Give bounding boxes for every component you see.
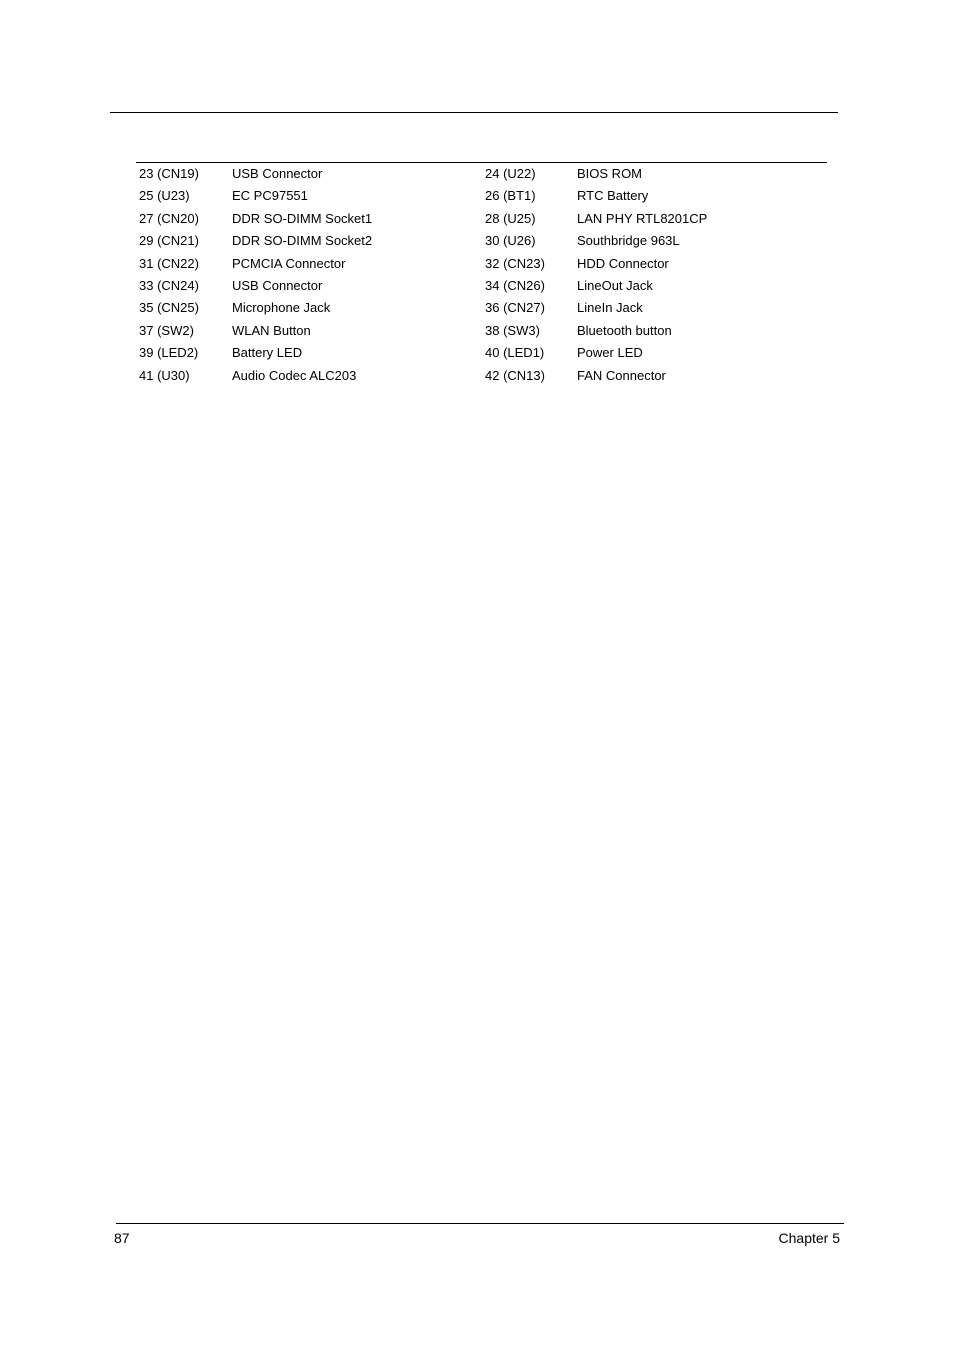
chapter-label: Chapter 5 — [778, 1230, 840, 1246]
right-desc-cell: LineOut Jack — [577, 277, 653, 293]
left-desc-cell: DDR SO-DIMM Socket2 — [232, 233, 373, 249]
left-desc-cell: PCMCIA Connector — [232, 255, 346, 271]
left-ref-cell: 29 (CN21) — [139, 233, 199, 249]
table-row — [139, 163, 827, 185]
right-desc-cell: RTC Battery — [577, 188, 649, 204]
right-ref-cell: 32 (CN23) — [485, 255, 545, 271]
right-desc-cell: BIOS ROM — [577, 166, 643, 181]
right-desc-cell: Power LED — [577, 345, 643, 361]
left-ref-cell: 23 (CN19) — [139, 166, 199, 181]
left-ref-cell: 35 (CN25) — [139, 300, 199, 316]
right-desc-cell: Southbridge 963L — [577, 233, 680, 249]
right-ref-cell: 38 (SW3) — [485, 322, 540, 338]
table-row — [139, 253, 827, 275]
right-desc-cell: LineIn Jack — [577, 300, 643, 316]
left-ref-cell: 39 (LED2) — [139, 345, 199, 361]
left-desc-cell: USB Connector — [232, 277, 323, 293]
left-desc-cell: Audio Codec ALC203 — [232, 367, 357, 383]
left-ref-cell: 31 (CN22) — [139, 255, 199, 271]
footer-rule — [116, 1223, 844, 1224]
right-ref-cell: 36 (CN27) — [485, 300, 545, 316]
right-desc-cell: LAN PHY RTL8201CP — [577, 210, 708, 226]
component-table — [139, 163, 827, 387]
left-ref-cell: 37 (SW2) — [139, 322, 194, 338]
left-ref-cell: 25 (U23) — [139, 188, 190, 204]
right-desc-cell: FAN Connector — [577, 367, 666, 383]
left-desc-cell: USB Connector — [232, 166, 323, 181]
right-desc-cell: HDD Connector — [577, 255, 669, 271]
left-desc-cell: DDR SO-DIMM Socket1 — [232, 210, 373, 226]
left-desc-cell: Microphone Jack — [232, 300, 331, 316]
left-ref-cell: 33 (CN24) — [139, 277, 199, 293]
right-ref-cell: 40 (LED1) — [485, 345, 545, 361]
right-ref-cell: 42 (CN13) — [485, 367, 545, 383]
table-row — [139, 297, 827, 319]
right-ref-cell: 30 (U26) — [485, 233, 536, 249]
table-row — [139, 230, 827, 252]
right-ref-cell: 34 (CN26) — [485, 277, 545, 293]
left-ref-cell: 27 (CN20) — [139, 210, 199, 226]
left-ref-cell: 41 (U30) — [139, 367, 190, 383]
left-desc-cell: Battery LED — [232, 345, 303, 361]
left-desc-cell: EC PC97551 — [232, 188, 308, 204]
page-number: 87 — [114, 1230, 130, 1246]
right-desc-cell: Bluetooth button — [577, 322, 672, 338]
right-ref-cell: 24 (U22) — [485, 166, 536, 181]
table-row — [139, 365, 827, 387]
left-desc-cell: WLAN Button — [232, 322, 311, 338]
table-row — [139, 320, 827, 342]
header-rule — [110, 112, 838, 113]
right-ref-cell: 28 (U25) — [485, 210, 536, 226]
right-ref-cell: 26 (BT1) — [485, 188, 536, 204]
table-row — [139, 342, 827, 364]
table-row — [139, 275, 827, 297]
table-row — [139, 185, 827, 207]
table-row — [139, 208, 827, 230]
